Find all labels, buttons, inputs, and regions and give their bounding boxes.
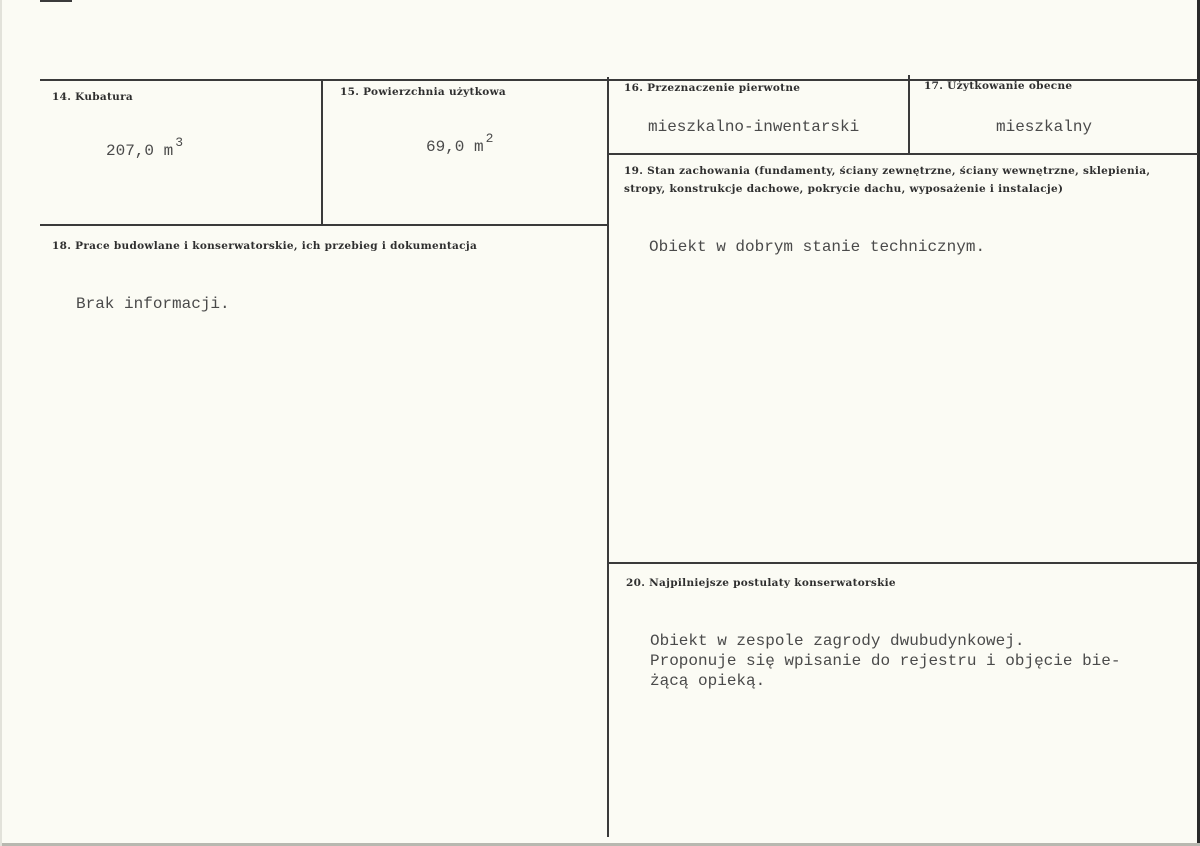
grid-divider-14-15: [321, 79, 323, 225]
corner-mark: [40, 0, 72, 2]
field-value-stan: Obiekt w dobrym stanie technicznym.: [649, 238, 986, 256]
field-label-postulaty: 20. Najpilniejsze postulaty konserwatorskie: [626, 577, 896, 589]
kubatura-unit-exponent: 3: [175, 135, 184, 150]
field-value-postulaty: Obiekt w zespole zagrody dwubudynkowej. Proponuje się wpisanie do rejestru i objęcie bie- żącą opieką.: [650, 632, 1121, 690]
field-value-uzytkowanie: mieszkalny: [996, 118, 1093, 136]
grid-center-divider: [607, 77, 609, 837]
field-label-prace: 18. Prace budowlane i konserwatorskie, ich przebieg i dokumentacja: [52, 240, 478, 252]
field-label-stan: 19. Stan zachowania (fundamenty, ściany zewnętrzne, ściany wewnętrzne, sklepienia, stropy, konstrukcje dachowe, pokrycie dachu, wyposażenie i instalacje): [624, 165, 1151, 195]
field-label-powierzchnia: 15. Powierzchnia użytkowa: [340, 86, 507, 98]
field-value-przeznaczenie: mieszkalno-inwentarski: [648, 118, 860, 136]
kubatura-value-text: 207,0 m: [106, 142, 174, 160]
field-label-przeznaczenie: 16. Przeznaczenie pierwotne: [624, 82, 801, 94]
grid-divider-16-17: [908, 75, 910, 154]
powierzchnia-unit-exponent: 2: [485, 131, 494, 146]
field-label-uzytkowanie: 17. Użytkowanie obecne: [924, 80, 1073, 92]
field-value-prace: Brak informacji.: [76, 295, 230, 313]
field-value-kubatura: [106, 135, 184, 162]
field-value-powierzchnia: [426, 131, 494, 158]
grid-line-below-16-17: [608, 153, 1198, 155]
grid-line-below-14-15: [40, 224, 608, 226]
grid-line-below-19: [608, 562, 1198, 564]
powierzchnia-value-text: 69,0 m: [426, 138, 484, 156]
field-label-kubatura: 14. Kubatura: [52, 91, 134, 103]
